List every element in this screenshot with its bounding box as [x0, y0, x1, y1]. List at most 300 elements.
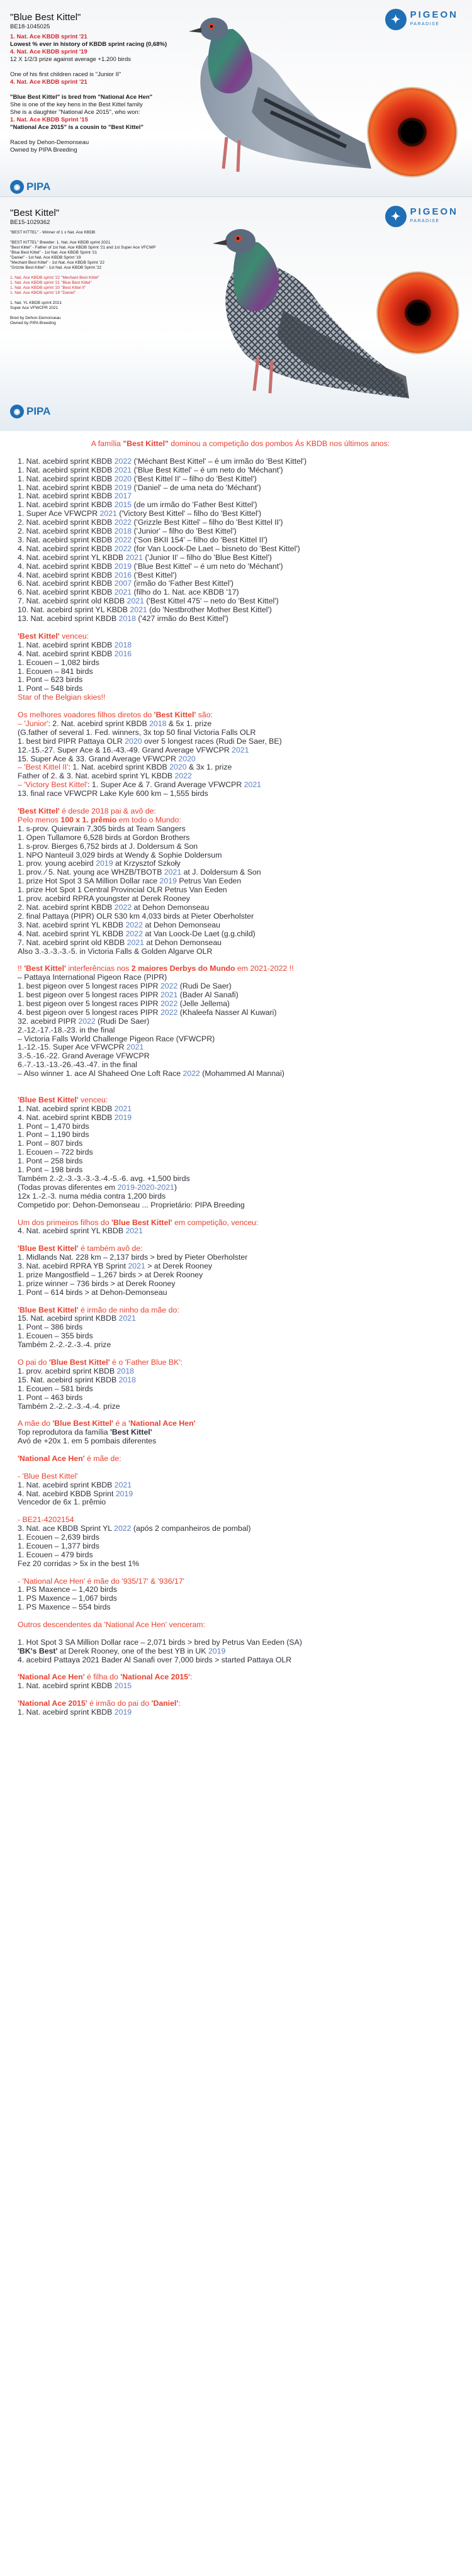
text-run: 'Blue Best Kittel'	[18, 1244, 79, 1253]
text-line	[18, 693, 463, 702]
text-line	[18, 1306, 463, 1315]
text-line	[18, 1262, 463, 1271]
text-run: 'Father Blue BK'	[125, 1357, 181, 1367]
text-run: 1.-12.-15. Super Ace VFWCPR	[18, 1043, 126, 1052]
text-run: – Pattaya International Pigeon Race (PIPR)	[18, 973, 167, 982]
text-run: : 1. Super Ace & 7. Grand Average VFWCPR	[87, 780, 244, 790]
text-line	[18, 1428, 463, 1437]
text-run: A família	[91, 439, 123, 448]
text-run: é irmão de ninho da	[78, 1305, 152, 1314]
spacer	[18, 1078, 463, 1087]
text-run: (for Van Loock-De Laet – bisneto do 'Best Kittel')	[132, 544, 300, 553]
text-run: 2022	[114, 544, 132, 553]
text-run: 'Best Kittel'	[154, 710, 196, 720]
text-run: 1. prov. ⁄ 5. Nat. young ace WHZB/TBOTB	[18, 868, 164, 877]
text-run: at Dehon Demonseau	[142, 920, 220, 929]
text-line	[18, 982, 463, 991]
article-body	[0, 431, 472, 1717]
text-run: at Derek Rooney, one of the best YB in UK	[57, 1646, 208, 1655]
text-run: 2021	[118, 1314, 136, 1323]
achievement-line: Raced by Dehon-Demonseau	[10, 139, 89, 146]
text-line	[18, 501, 463, 510]
text-line	[18, 737, 463, 746]
text-run: 1. s-prov. Bierges 6,752 birds at J. Doldersum & Son	[18, 841, 198, 851]
text-run: 1. prize Hot Spot 1 Central Provincial OLR Petrus Van Eeden	[18, 885, 227, 895]
text-run: 'National Ace Hen'	[128, 1419, 196, 1428]
text-line	[18, 1017, 463, 1026]
text-run: Fez 20 corridas > 5x in the best 1%	[18, 1559, 140, 1568]
text-run: 6.-7.-13.-13.-26.-43.-47. in the final	[18, 1060, 138, 1070]
text-line	[18, 1481, 463, 1490]
text-run: interferências nos	[65, 964, 132, 973]
pedigree-line: 1. Nat. Ace KBDB sprint '21 "Blue Best Kittel"	[10, 281, 92, 285]
text-run: 2021	[125, 552, 143, 562]
achievement-line: She is one of the key hens in the Best Kittel family	[10, 101, 143, 108]
text-run: 1. PS Maxence – 1,420 birds	[18, 1585, 117, 1594]
text-run: & 5x 1. prize	[166, 719, 212, 728]
text-run: mãe	[151, 1305, 167, 1314]
text-run: 1. Pont – 1,470 birds	[18, 1121, 89, 1131]
text-run: 1. Nat. acebird sprint KBDB	[18, 1708, 115, 1717]
text-run: ('Blue Best Kittel' – é um neto do 'Méchant')	[132, 561, 283, 571]
text-run: 1. Pont – 614 birds > at Dehon-Demonseau	[18, 1287, 167, 1297]
text-run: 12x 1.-2.-3. numa média contra 1,200 birds	[18, 1191, 166, 1201]
pigeon-ring: BE18-1045025	[10, 23, 50, 30]
achievement-line: 4. Nat. Ace KBDB sprint '21	[10, 79, 87, 86]
text-run: 1. Pont – 807 birds	[18, 1139, 83, 1148]
text-run: 'National Ace Hen'	[104, 1620, 167, 1630]
text-run: ('Blue Best Kittel' – é um neto do 'Méchant')	[132, 465, 283, 474]
text-run: 7. Nat. acebird sprint old KBDB	[18, 596, 127, 606]
text-run: 32. acebird PIPR	[18, 1016, 79, 1026]
text-run: at Van Loock-De Laet (g.g.child)	[142, 929, 256, 938]
text-run: 1. Nat. acebird sprint KBDB	[18, 483, 115, 492]
text-line	[18, 685, 463, 693]
text-line	[18, 536, 463, 545]
text-line	[18, 440, 463, 449]
pigeon-eye-image	[368, 88, 456, 176]
pedigree-line: Owned by PIPA Breeding	[10, 321, 56, 325]
text-run: Vencedor de 6x 1. prêmio	[18, 1498, 106, 1507]
text-line	[18, 1166, 463, 1175]
pedigree-line: 1. Nat. Ace KBDB sprint '22 "Mechant Best Kittel"	[10, 276, 99, 280]
pipa-logo-icon: ◉	[10, 405, 24, 418]
text-run: – 'Victory Best Kittel'	[18, 780, 88, 790]
text-run: (Khaleefa Nasser Al Kuwari)	[177, 1007, 277, 1017]
text-run: : 2. Nat. acebird sprint KBDB	[48, 719, 150, 728]
text-line	[18, 615, 463, 624]
text-run: 15. Super Ace & 33. Grand Average VFWCPR	[18, 754, 179, 763]
text-line	[18, 1131, 463, 1140]
text-line	[18, 895, 463, 904]
text-line	[18, 1673, 463, 1682]
text-run: 'National Ace Hen'	[18, 1453, 85, 1463]
text-run: 2015	[114, 1681, 132, 1691]
text-run: 1. Nat. acebird sprint KBDB	[18, 500, 115, 510]
spacer	[18, 1411, 463, 1420]
text-run: são:	[196, 710, 213, 720]
text-run: 1. prov. young acebird	[18, 859, 96, 868]
pedigree-line: 1. Nat. Ace KBDB sprint '19 "Daniel"	[10, 291, 76, 295]
text-run: 2021	[160, 990, 178, 1000]
text-line	[18, 965, 463, 973]
text-line	[18, 1656, 463, 1665]
pigeon-achievements	[10, 33, 180, 154]
text-run: 1. Midlands Nat. 228 km – 2,137 birds > bred by Pieter Oberholster	[18, 1253, 248, 1262]
text-run: 4. Nat. acebird sprint KBDB	[18, 561, 115, 571]
pedigree-line: Super Ace VFWCPR 2021	[10, 306, 59, 310]
pigeon-name: "Blue Best Kittel"	[10, 12, 81, 23]
text-run: 'Blue Best Kittel'	[52, 1419, 114, 1428]
text-run: 4. Nat. acebird sprint KBDB	[18, 649, 115, 658]
spacer	[18, 1691, 463, 1700]
text-run: 2021	[114, 465, 132, 474]
text-line	[18, 1052, 463, 1061]
text-line	[18, 711, 463, 720]
text-line	[18, 563, 463, 571]
text-run: Father of 2. & 3. Nat. acebird sprint YL KBDB	[18, 771, 175, 781]
text-line	[18, 1271, 463, 1280]
text-line	[18, 1009, 463, 1017]
text-run: 'Blue Best Kittel'	[18, 1095, 79, 1104]
text-line	[18, 1586, 463, 1594]
text-line	[18, 1525, 463, 1533]
text-line	[18, 1332, 463, 1341]
text-run: at Dehon Demonseau	[132, 902, 210, 912]
text-line	[18, 860, 463, 868]
text-run: 2022	[125, 920, 143, 929]
achievement-line: "National Ace 2015" is a cousin to "Best Kittel"	[10, 124, 143, 131]
text-run: 1. Pont – 258 birds	[18, 1156, 83, 1166]
text-line	[18, 1385, 463, 1394]
text-run: (Rudi De Saer)	[95, 1016, 150, 1026]
pigeon-logo-icon: ✦	[385, 206, 407, 227]
text-run: 2022	[174, 771, 192, 781]
text-line	[18, 580, 463, 588]
text-run: é irmão do pai do	[87, 1699, 152, 1708]
text-run: 1. prov. acebird RPRA youngster at Derek Rooney	[18, 894, 190, 904]
text-line	[18, 755, 463, 764]
text-run: 4. Nat. acebird KBDB Sprint	[18, 1489, 116, 1498]
text-line	[18, 1253, 463, 1262]
text-run: 1. prize Mangostfield – 1,267 birds > at Derek Rooney	[18, 1270, 203, 1279]
text-run: 1. Ecouen – 841 birds	[18, 666, 93, 676]
pedigree-line: "Grizzle Best Kittel" - 1st Nat. Ace KBDB Sprint '22	[10, 266, 102, 270]
text-run: 15. Nat. acebird sprint KBDB	[18, 1375, 119, 1384]
text-run: (Rudi De Saer)	[177, 982, 232, 991]
text-run: 2020	[125, 736, 142, 746]
text-line	[18, 763, 463, 772]
text-run: 1. prov. acebird sprint KBDB	[18, 1366, 117, 1375]
achievement-line: One of his first children raced is "Junior II"	[10, 71, 121, 78]
text-run: 1. Ecouen – 1,377 birds	[18, 1541, 99, 1550]
text-run: 'Blue Best Kittel'	[18, 1305, 79, 1314]
text-run: :	[189, 1672, 193, 1682]
spacer	[18, 1665, 463, 1674]
text-run: 10. Nat. acebird sprint YL KBDB	[18, 605, 130, 615]
text-line	[18, 1114, 463, 1123]
text-run: 1. prize winner – 736 birds > at Derek Rooney	[18, 1279, 176, 1288]
pigeon-pedigree-notes	[10, 230, 199, 326]
text-run: 2021-2022	[250, 964, 288, 973]
text-run: 2018	[91, 807, 109, 815]
text-line	[18, 939, 463, 948]
text-run: 15. Nat. acebird sprint KBDB	[18, 1314, 119, 1323]
text-run: 'National Ace 2015'	[18, 1699, 87, 1708]
achievement-line	[10, 132, 180, 139]
achievement-line	[10, 64, 180, 71]
text-run: over 5 longest races (Rudi De Saer, BE)	[142, 736, 282, 746]
text-line	[18, 659, 463, 668]
text-run: 2020	[169, 763, 187, 772]
pedigree-line: Bred by Dehon-Demonseau	[10, 316, 61, 320]
text-run: ('Méchant Best Kittel' – é um irmão do 'Best Kittel')	[132, 456, 307, 466]
text-line	[18, 510, 463, 518]
spacer	[18, 1210, 463, 1219]
text-line	[18, 1490, 463, 1499]
text-line	[18, 1184, 463, 1192]
text-line	[18, 807, 463, 816]
text-run: 1. Pont – 1,190 birds	[18, 1130, 89, 1140]
text-line	[18, 1577, 463, 1586]
text-run: 2022	[183, 1069, 200, 1078]
text-line	[18, 1367, 463, 1376]
pigeon-ring: BE15-1029362	[10, 219, 50, 226]
spacer	[18, 1507, 463, 1516]
text-line	[18, 877, 463, 886]
text-run: 2021	[114, 1480, 132, 1489]
text-run: 2015	[114, 500, 132, 510]
text-line	[18, 772, 463, 781]
text-run: 2019	[114, 561, 132, 571]
text-run: at Dehon Demonseau	[143, 938, 222, 947]
text-run: 1. Nat. acebird sprint KBDB	[18, 1480, 115, 1489]
text-run: 1. Ecouen – 581 birds	[18, 1384, 93, 1393]
text-run: é desde	[59, 807, 92, 815]
text-run: 1. Pont – 623 birds	[18, 675, 83, 685]
text-run: 3.-5.-16.-22. Grand Average VFWCPR	[18, 1051, 150, 1061]
text-line	[18, 527, 463, 536]
spacer	[18, 1630, 463, 1638]
text-line	[18, 1700, 463, 1708]
text-run: 2. Nat. acebird sprint KBDB	[18, 527, 115, 536]
text-run: 2021	[164, 868, 182, 877]
text-run: 1. best pigeon over 5 longest races PIPR	[18, 999, 160, 1008]
pedigree-line: 1. Nat. YL KBDB sprint 2021	[10, 301, 62, 305]
text-run: 2. final Pattaya (PIPR) OLR 530 km 4,033 birds at Pieter Oberholster	[18, 911, 254, 921]
achievement-line: Owned by PIPA Breeding	[10, 147, 77, 154]
text-run: Avó de +20x 1. em 5 pombais diferentes	[18, 1436, 157, 1446]
text-run: 3. Nat. acebird sprint YL KBDB	[18, 920, 126, 929]
text-run: 3. Nat. acebird RPRA YB Sprint	[18, 1262, 128, 1271]
text-line	[18, 781, 463, 790]
pedigree-line	[10, 296, 199, 301]
spacer	[18, 624, 463, 632]
text-run: 2022	[114, 902, 132, 912]
text-run: Star of the Belgian skies!!	[18, 693, 106, 702]
pigeon-eye-image	[378, 272, 458, 353]
text-line	[18, 1035, 463, 1044]
text-run: !!	[18, 964, 25, 973]
text-run: & 3x 1. prize	[186, 763, 232, 772]
text-line	[18, 1175, 463, 1184]
text-line	[18, 484, 463, 493]
text-run: Outros descendentes da	[18, 1620, 104, 1630]
spacer	[18, 798, 463, 807]
text-run: 2007	[114, 579, 132, 588]
text-run: 2018	[114, 527, 132, 536]
text-run: ('427 irmão do Best Kittel')	[135, 614, 228, 624]
text-run: (Mohammed Al Mannai)	[199, 1069, 284, 1078]
text-run: é mãe de:	[84, 1453, 121, 1463]
text-line	[18, 554, 463, 563]
pedigree-line: "Mechant Best Kittel" - 1st Nat. Ace KBDB Sprint '22	[10, 260, 105, 265]
text-line	[18, 1420, 463, 1428]
text-run: 1. best bird PIPR Pattaya OLR	[18, 736, 125, 746]
text-run: 2018	[114, 640, 132, 649]
text-run: 2018	[149, 719, 167, 728]
text-run: 2021	[244, 780, 262, 790]
text-line	[18, 973, 463, 982]
pigeon-logo-icon: ✦	[385, 9, 407, 30]
text-run: > at Derek Rooney	[145, 1262, 213, 1271]
text-line	[18, 1516, 463, 1525]
text-run: 2019	[115, 1489, 133, 1498]
text-run: 2021	[126, 1043, 144, 1052]
text-run: 2021	[232, 745, 249, 754]
text-run: 2021	[130, 605, 147, 615]
pigeon-card-blue-best-kittel	[0, 0, 472, 197]
text-line	[18, 868, 463, 877]
text-run: 2018	[118, 1375, 136, 1384]
text-line	[18, 597, 463, 606]
card1-text	[10, 14, 180, 154]
text-line	[18, 1542, 463, 1551]
text-line	[18, 1638, 463, 1647]
spacer	[18, 702, 463, 711]
achievement-line: She is a daughter "National Ace 2015", who won:	[10, 109, 140, 116]
text-run: 2019	[114, 1708, 132, 1717]
text-run: 2016	[114, 649, 132, 658]
text-line	[18, 1594, 463, 1603]
text-run: – Victoria Falls World Challenge Pigeon Race (VFWCPR)	[18, 1034, 215, 1043]
text-run: 2019	[96, 859, 113, 868]
spacer	[18, 1236, 463, 1245]
achievement-line: Lowest % ever in history of KBDB sprint racing (0,68%)	[10, 41, 167, 48]
text-run: (irmão do 'Father Best Kittel')	[132, 579, 234, 588]
text-line	[18, 1000, 463, 1009]
text-run: 3. Nat. acebird sprint KBDB	[18, 535, 115, 544]
spacer	[18, 449, 463, 457]
pedigree-line: "BEST KITTEL" Breeder: 1. Nat. Ace KBDB sprint 2021	[10, 240, 111, 245]
text-run: 1. Pont – 463 birds	[18, 1392, 83, 1402]
text-run: 'Best Kittel'	[110, 1428, 152, 1437]
text-line	[18, 518, 463, 527]
text-run: 'Best Kittel'	[18, 631, 60, 641]
text-run: ('Victory Best Kittel' – filho do 'Best Kittel')	[116, 509, 262, 518]
text-line	[18, 1219, 463, 1228]
text-run: Pelo menos	[18, 815, 61, 824]
text-run: 1. Ecouen – 2,639 birds	[18, 1533, 99, 1542]
text-run: 2021	[99, 509, 117, 518]
text-run: (após 2 companheiros de pombal)	[131, 1524, 251, 1533]
text-run: 1. Ecouen – 722 birds	[18, 1148, 93, 1157]
pedigree-line	[10, 271, 199, 276]
text-run: 2019	[114, 483, 132, 492]
text-line	[18, 790, 463, 798]
text-run: 2022	[160, 982, 178, 991]
spacer	[18, 1350, 463, 1358]
text-run: 2019	[159, 876, 177, 886]
text-line	[18, 1157, 463, 1166]
text-run: 2022	[114, 456, 132, 466]
text-run: 1. best pigeon over 5 longest races PIPR	[18, 982, 160, 991]
text-run: (filho do 1. Nat. ace KBDB '17)	[132, 588, 239, 597]
pedigree-line	[10, 235, 199, 240]
pedigree-line: "BEST KITTEL" - Winner of 1 x Nat. Ace KBDB	[10, 230, 96, 235]
pedigree-line: "Best Kittel" - Father of 1st Nat. Ace KBDB Sprint '21 and 1st Super Ace VFCWP	[10, 245, 156, 250]
text-run: Competido por: Dehon-Demonseau ... Proprietário: PIPA Breeding	[18, 1200, 245, 1209]
text-run: 4. Nat. acebird sprint KBDB	[18, 570, 115, 580]
pedigree-line	[10, 311, 199, 316]
text-line	[18, 1560, 463, 1569]
text-run: 6. Nat. acebird sprint KBDB	[18, 588, 115, 597]
text-run: 1. PS Maxence – 1,067 birds	[18, 1594, 117, 1603]
text-run: 'Daniel'	[151, 1699, 179, 1708]
text-run: 4. Nat. acebird sprint YL KBDB	[18, 929, 126, 938]
text-run: 2021	[125, 1226, 143, 1236]
text-line	[18, 1323, 463, 1332]
text-line	[18, 466, 463, 475]
text-run: 2020	[114, 474, 132, 483]
text-line	[18, 1472, 463, 1481]
text-line	[18, 1682, 463, 1691]
spacer	[18, 1464, 463, 1472]
text-line	[18, 1341, 463, 1350]
card2-text	[10, 210, 199, 326]
text-run: 1. Open Tullamore 6,528 birds at Gordon Brothers	[18, 832, 190, 842]
text-line	[18, 1551, 463, 1560]
text-run: 1. Nat. acebird sprint KBDB	[18, 465, 115, 474]
text-run: 1. Nat. acebird sprint KBDB	[18, 491, 115, 501]
text-run: ('Junior II' – filho do 'Blue Best Kittel')	[142, 552, 272, 562]
text-line	[18, 588, 463, 597]
text-line	[18, 886, 463, 895]
text-run: 2.-12.-17.-18.-23. in the final	[18, 1025, 115, 1034]
text-line	[18, 1192, 463, 1201]
text-run: – 'Best Kittel II'	[18, 763, 69, 772]
text-line	[18, 1061, 463, 1070]
spacer	[18, 1446, 463, 1455]
text-run: do:	[166, 1305, 179, 1314]
pigeon-photo	[170, 11, 378, 188]
text-run: 2021	[114, 588, 132, 597]
text-run: 1. Nat. acebird sprint KBDB	[18, 640, 115, 649]
text-run: 'Best Kittel'	[18, 807, 60, 815]
text-run: Também 2.-2.-2.-3.-4. prize	[18, 1340, 111, 1350]
logo-text: PIGEON	[410, 206, 458, 217]
text-run: ('Best Kittel II' – filho do 'Best Kittel')	[132, 474, 257, 483]
text-line	[18, 475, 463, 484]
achievement-line: "Blue Best Kittel" is bred from "National Ace Hen"	[10, 94, 153, 101]
text-run: 1. prize Hot Spot 3 SA Million Dollar race	[18, 876, 160, 886]
text-run: Also 3.-3.-3.-3.-5. in Victoria Falls & Golden Algarve OLR	[18, 946, 213, 956]
text-run: 6. Nat. acebird sprint KBDB	[18, 579, 115, 588]
text-line	[18, 650, 463, 659]
text-run: 1. Ecouen – 1,082 birds	[18, 658, 99, 667]
text-run: 2016	[114, 570, 132, 580]
text-run: 100 x 1. prêmio	[60, 815, 117, 824]
